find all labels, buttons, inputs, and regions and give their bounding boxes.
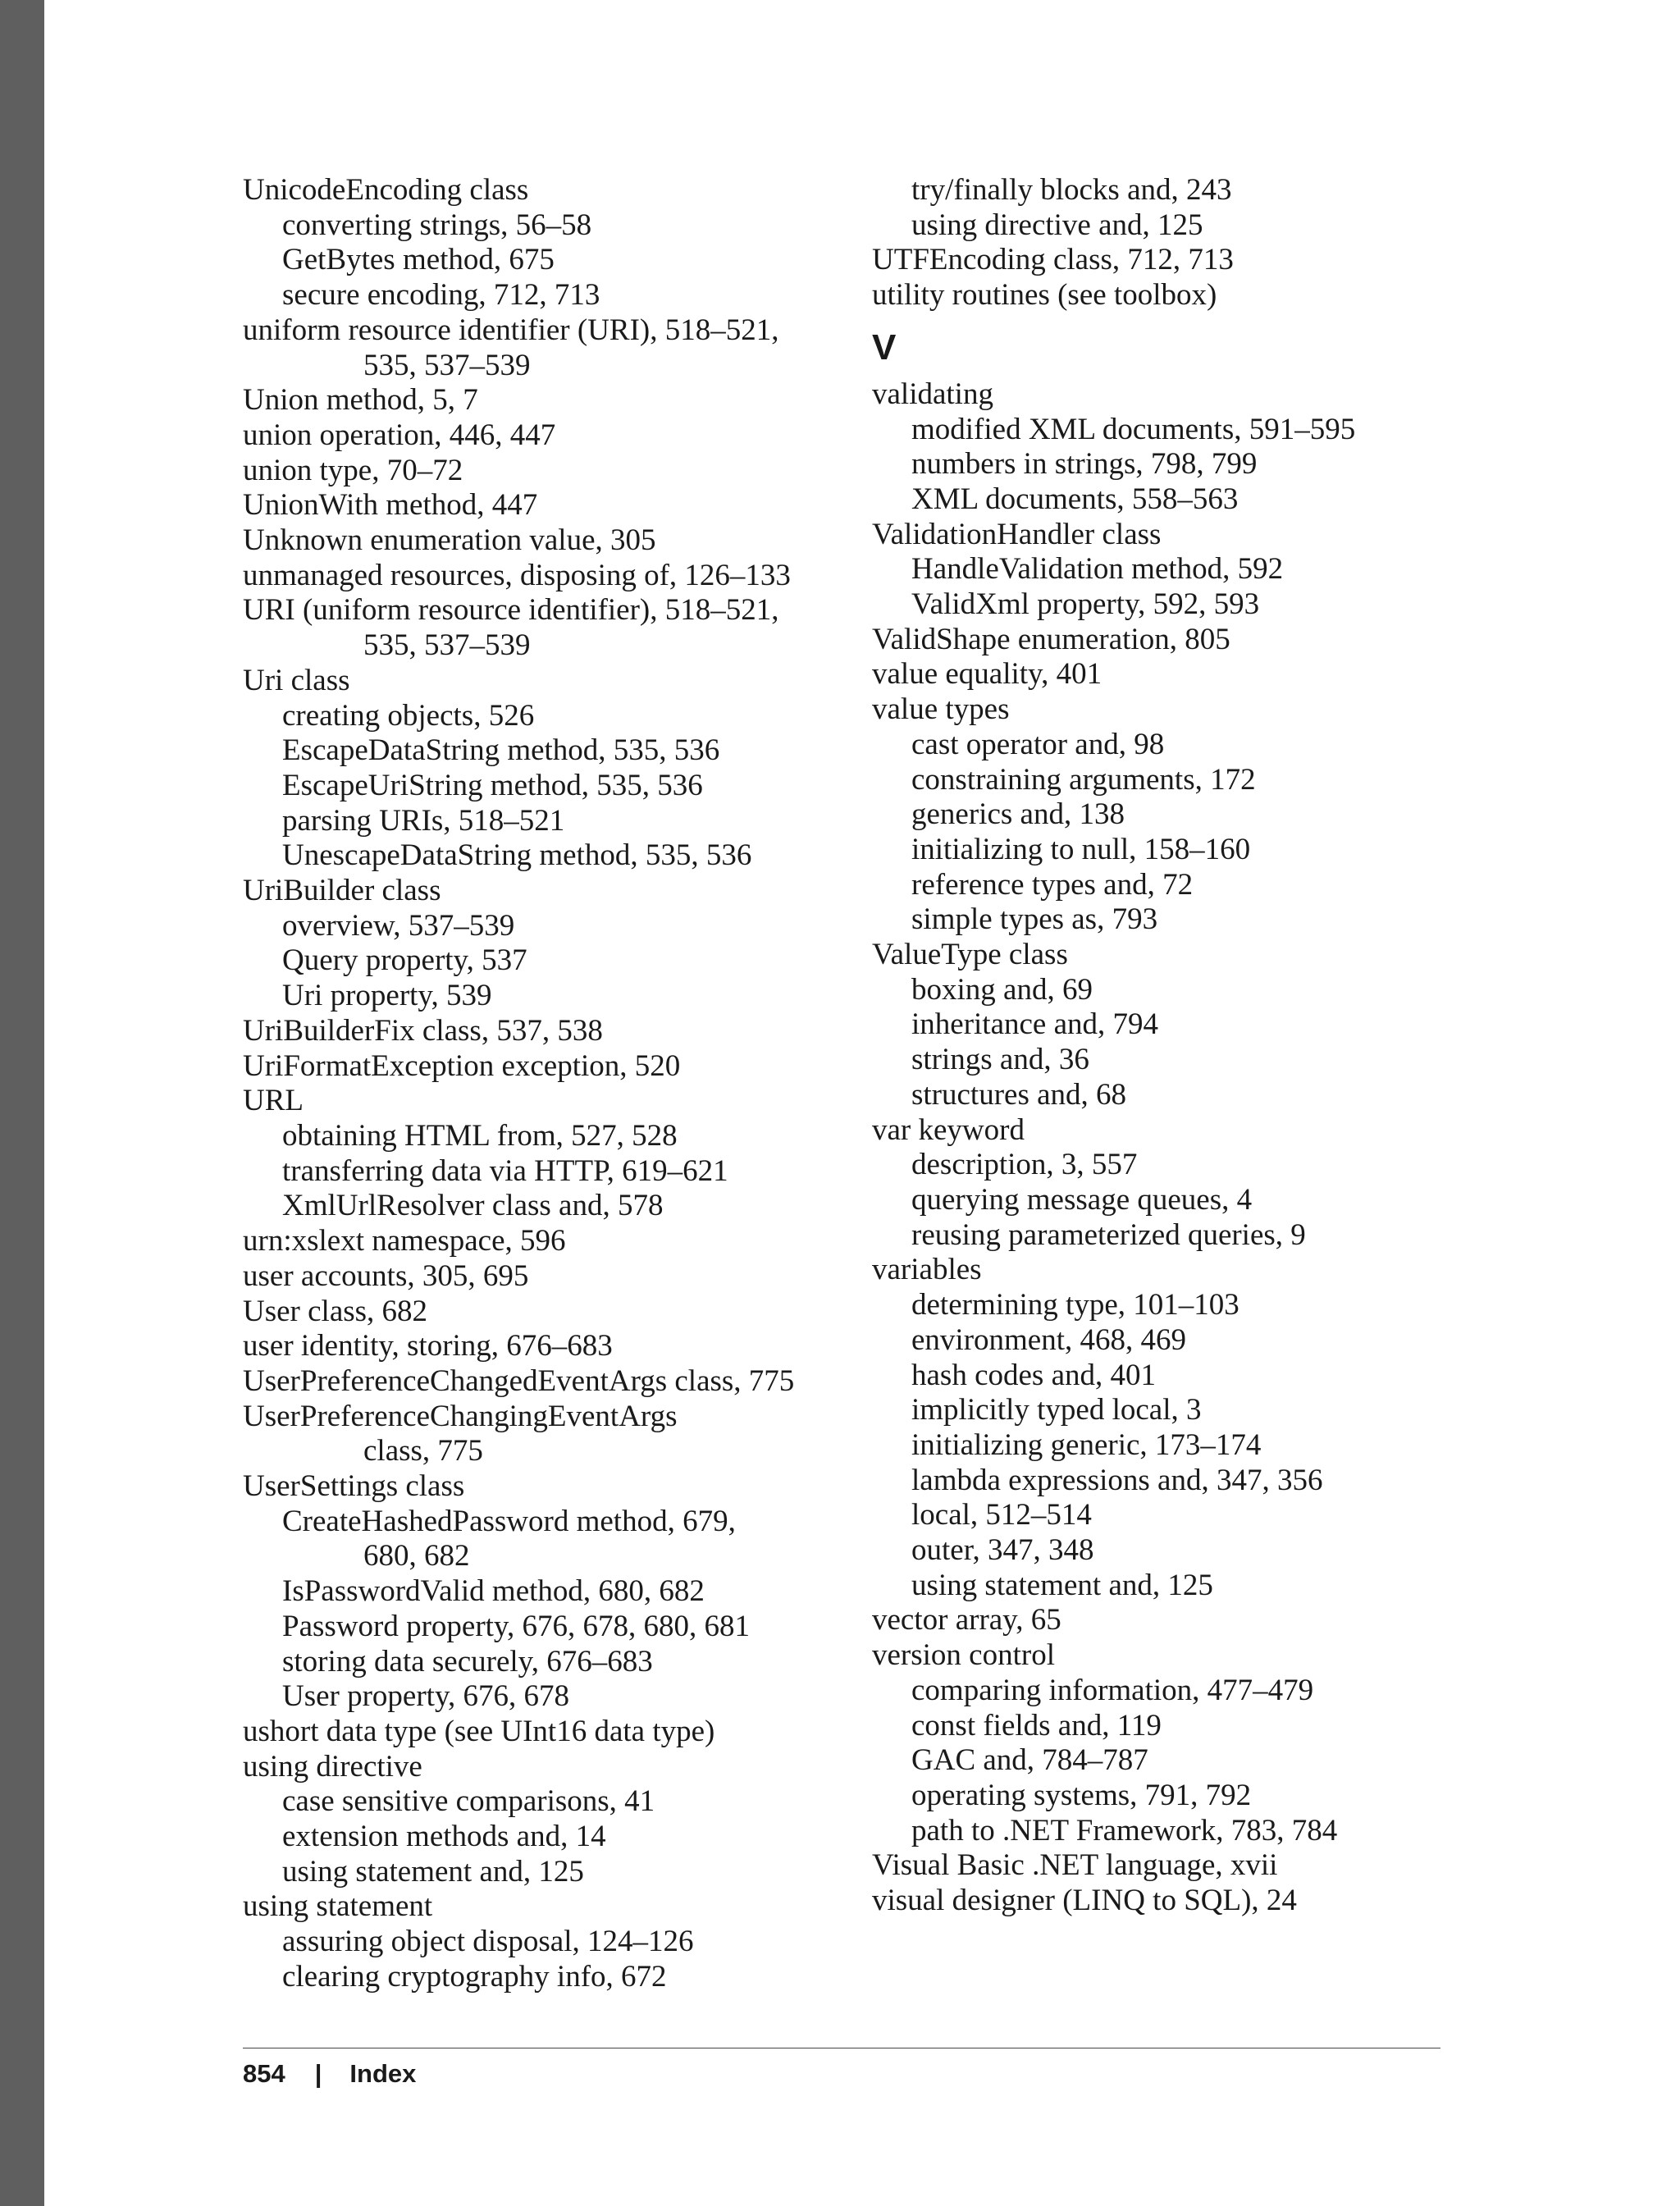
index-entry: URL: [243, 1084, 304, 1118]
index-entry-continuation: 535, 537–539: [363, 348, 531, 382]
index-entry: value types: [872, 692, 1010, 727]
index-subentry: simple types as, 793: [911, 902, 1158, 937]
index-subentry: cast operator and, 98: [911, 727, 1165, 761]
index-subentry: Query property, 537: [282, 943, 527, 978]
footer-section-title: Index: [349, 2059, 417, 2088]
index-entry: ValidationHandler class: [872, 517, 1162, 551]
index-subentry: reference types and, 72: [911, 867, 1194, 902]
index-subentry: lambda expressions and, 347, 356: [911, 1463, 1323, 1497]
index-subentry: using statement and, 125: [282, 1854, 584, 1889]
index-subentry: using statement and, 125: [911, 1568, 1213, 1602]
index-subentry: clearing cryptography info, 672: [282, 1959, 667, 1994]
index-subentry: parsing URIs, 518–521: [282, 803, 565, 838]
index-subentry: XML documents, 558–563: [911, 482, 1239, 516]
index-subentry: outer, 347, 348: [911, 1533, 1094, 1568]
index-subentry: UnescapeDataString method, 535, 536: [282, 838, 752, 873]
index-subentry: local, 512–514: [911, 1498, 1092, 1532]
index-entry-continuation: 535, 537–539: [363, 628, 531, 663]
index-subentry: initializing to null, 158–160: [911, 832, 1251, 866]
index-entry: visual designer (LINQ to SQL), 24: [872, 1884, 1297, 1918]
index-entry: Uri class: [243, 663, 350, 697]
index-entry: UnionWith method, 447: [243, 488, 538, 523]
index-subentry: description, 3, 557: [911, 1148, 1138, 1182]
page-binding-strip: [0, 0, 44, 2206]
index-entry: variables: [872, 1253, 982, 1287]
index-column-left: [243, 173, 850, 1995]
index-entry: using statement: [243, 1889, 433, 1924]
index-entry: vector array, 65: [872, 1603, 1061, 1637]
index-subentry: operating systems, 791, 792: [911, 1778, 1252, 1812]
index-subentry: GAC and, 784–787: [911, 1743, 1148, 1778]
index-subentry: storing data securely, 676–683: [282, 1644, 653, 1678]
index-column-right: [872, 173, 1479, 1919]
index-subentry: IsPasswordValid method, 680, 682: [282, 1574, 705, 1609]
index-subentry: User property, 676, 678: [282, 1679, 570, 1714]
index-subentry: GetBytes method, 675: [282, 243, 555, 277]
index-subentry: modified XML documents, 591–595: [911, 412, 1356, 446]
index-subentry: determining type, 101–103: [911, 1288, 1239, 1322]
index-entry: validating: [872, 377, 993, 411]
index-entry: urn:xslext namespace, 596: [243, 1224, 566, 1258]
index-entry: utility routines (see toolbox): [872, 278, 1217, 313]
index-subentry: EscapeUriString method, 535, 536: [282, 768, 703, 802]
index-subentry: numbers in strings, 798, 799: [911, 447, 1258, 482]
index-subentry: overview, 537–539: [282, 908, 515, 943]
index-subentry: Uri property, 539: [282, 979, 492, 1013]
index-entry: union type, 70–72: [243, 453, 463, 487]
index-subentry: implicitly typed local, 3: [911, 1393, 1202, 1427]
index-subentry: querying message queues, 4: [911, 1182, 1253, 1217]
index-subentry: structures and, 68: [911, 1077, 1127, 1112]
index-entry: UriBuilder class: [243, 874, 441, 908]
index-entry: UTFEncoding class, 712, 713: [872, 243, 1234, 277]
index-subentry: generics and, 138: [911, 797, 1125, 832]
section-letter-v: V: [872, 327, 897, 368]
index-entry: Unknown enumeration value, 305: [243, 523, 656, 558]
index-subentry: path to .NET Framework, 783, 784: [911, 1813, 1338, 1847]
index-entry: UserPreferenceChangedEventArgs class, 775: [243, 1363, 795, 1398]
index-entry: ushort data type (see UInt16 data type): [243, 1714, 715, 1748]
index-subentry: constraining arguments, 172: [911, 762, 1256, 797]
page-footer: [243, 2059, 416, 2089]
index-subentry: comparing information, 477–479: [911, 1673, 1314, 1707]
index-entry: Union method, 5, 7: [243, 383, 478, 418]
index-subentry: HandleValidation method, 592: [911, 552, 1284, 587]
index-subentry: environment, 468, 469: [911, 1322, 1187, 1357]
index-entry: UnicodeEncoding class: [243, 173, 529, 207]
index-entry: user identity, storing, 676–683: [243, 1329, 613, 1363]
index-entry: user accounts, 305, 695: [243, 1258, 529, 1293]
index-subentry: hash codes and, 401: [911, 1358, 1156, 1392]
index-entry: UserSettings class: [243, 1469, 465, 1504]
index-subentry: extension methods and, 14: [282, 1820, 606, 1854]
index-entry-continuation: class, 775: [363, 1434, 483, 1468]
index-entry: ValueType class: [872, 938, 1068, 972]
index-subentry: initializing generic, 173–174: [911, 1427, 1262, 1462]
index-subentry: obtaining HTML from, 527, 528: [282, 1118, 678, 1153]
index-subentry: boxing and, 69: [911, 972, 1093, 1007]
index-subentry: const fields and, 119: [911, 1708, 1162, 1742]
index-entry: uniform resource identifier (URI), 518–521,: [243, 313, 779, 347]
index-subentry: transferring data via HTTP, 619–621: [282, 1153, 728, 1188]
index-subentry: EscapeDataString method, 535, 536: [282, 733, 720, 768]
index-entry: UriBuilderFix class, 537, 538: [243, 1013, 603, 1048]
index-entry: value equality, 401: [872, 657, 1102, 692]
footer-separator: |: [314, 2059, 322, 2088]
index-subentry: secure encoding, 712, 713: [282, 278, 600, 313]
index-entry: var keyword: [872, 1112, 1025, 1147]
index-entry: union operation, 446, 447: [243, 418, 556, 452]
index-entry: Visual Basic .NET language, xvii: [872, 1848, 1278, 1883]
index-entry: URI (uniform resource identifier), 518–521,: [243, 593, 779, 628]
index-subentry: strings and, 36: [911, 1043, 1089, 1077]
index-subentry: converting strings, 56–58: [282, 208, 592, 242]
index-subentry: reusing parameterized queries, 9: [911, 1217, 1306, 1252]
index-subentry: try/finally blocks and, 243: [911, 173, 1232, 207]
index-subentry: creating objects, 526: [282, 698, 535, 733]
index-entry: using directive: [243, 1749, 422, 1784]
index-entry-continuation: 680, 682: [363, 1539, 470, 1573]
index-entry: unmanaged resources, disposing of, 126–133: [243, 558, 791, 592]
index-entry: User class, 682: [243, 1294, 428, 1328]
index-subentry: case sensitive comparisons, 41: [282, 1784, 655, 1819]
index-subentry: Password property, 676, 678, 680, 681: [282, 1609, 751, 1643]
index-entry: UserPreferenceChangingEventArgs: [243, 1399, 678, 1433]
index-subentry: ValidXml property, 592, 593: [911, 587, 1260, 622]
index-subentry: XmlUrlResolver class and, 578: [282, 1189, 664, 1223]
index-entry: ValidShape enumeration, 805: [872, 622, 1230, 656]
index-group-u-continued: [872, 173, 1479, 313]
index-entry: UriFormatException exception, 520: [243, 1048, 681, 1083]
index-subentry: using directive and, 125: [911, 208, 1203, 242]
index-subentry: inheritance and, 794: [911, 1007, 1159, 1042]
index-group-v: [872, 377, 1479, 1919]
index-entry: version control: [872, 1638, 1055, 1673]
page-number: 854: [243, 2059, 285, 2088]
index-subentry: CreateHashedPassword method, 679,: [282, 1504, 736, 1538]
index-subentry: assuring object disposal, 124–126: [282, 1925, 694, 1959]
